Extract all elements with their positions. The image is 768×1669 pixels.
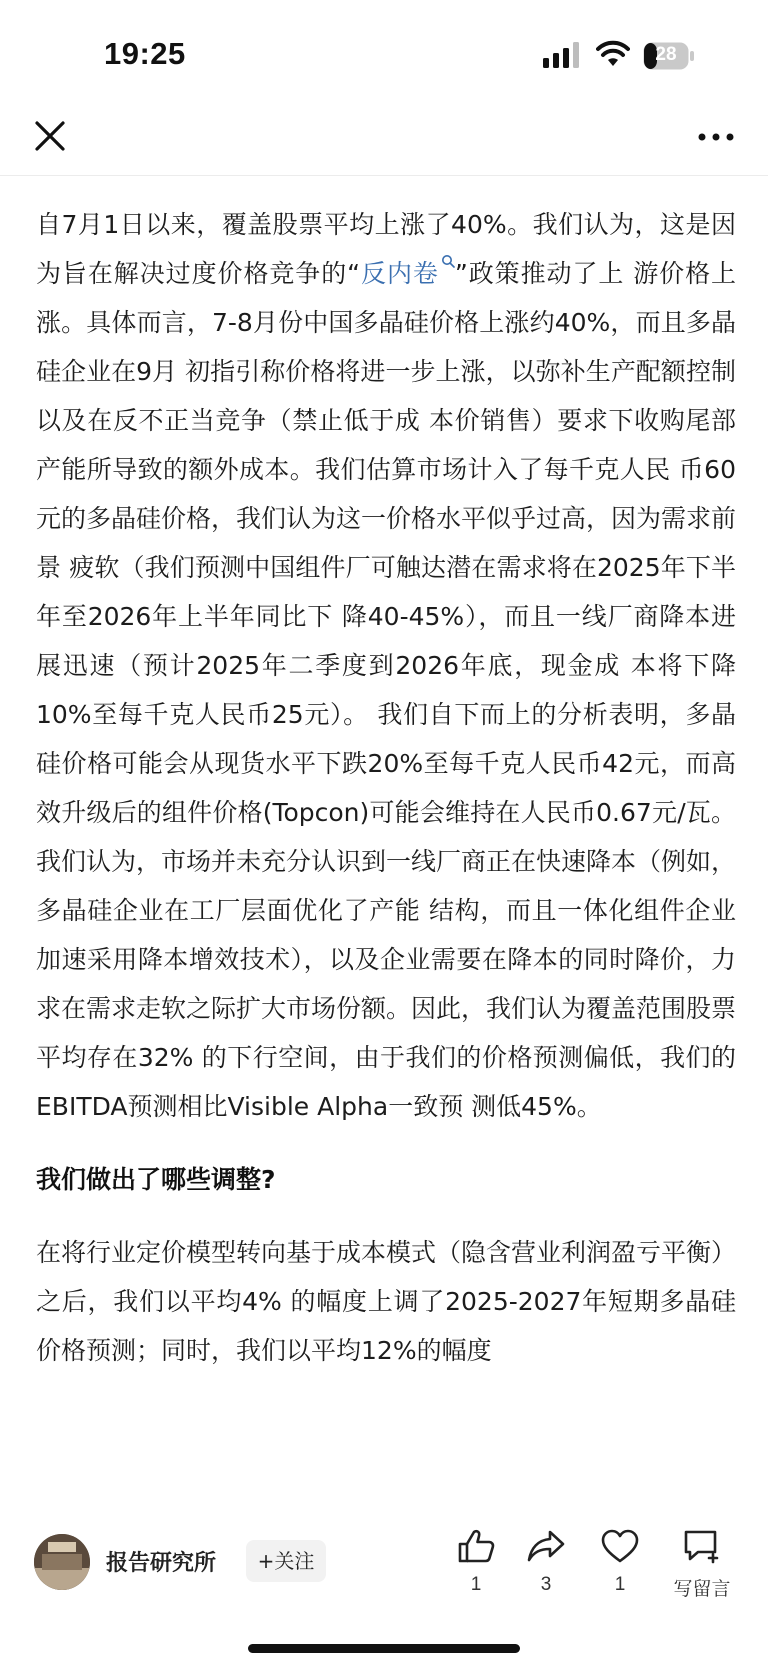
paragraph-text: ”政策推动了上 游价格上涨。具体而言，7-8月份中国多晶硅价格上涨约40%，而且多晶硅企业在9月 初指引称价格将进一步上涨，以弥补生产配额控制以及在反不正当竞争（禁止低于成 本价销售）要求下收购尾部产能所导致的额外成本。我们估算市场计入了每千克人民 币60元的多晶硅价格，我们认为这一价格水平似乎过高，因为需求前景 疲软（我们预测中国组件厂可触达潜在需求将在2025年下半年至2026年上半年同比下 降40-45%），而且一线厂商降本进展迅速（预计2025年二季度到2026年底，现金成 本将下降10%至每千克人民币25元）。 我们自下而上的分析表明，多晶硅价格可能会从现货水平下跌20%至每千克人民币42元，而高效升级后的组件价格(Topcon)可能会维持在人民币0.67元/瓦。我们认为，市场并未充分认识到一线厂商正在快速降本（例如，多晶硅企业在工厂层面优化了产能 结构，而且一体化组件企业加速采用降本增效技术），以及企业需要在降本的同时降价，力求在需求走软之际扩大市场份额。因此，我们认为覆盖范围股票平均存在32% 的下行空间，由于我们的价格预测偏低，我们的EBITDA预测相比Visible Alpha一致预 测低45%。 (36, 259, 736, 1121)
article-body (36, 200, 736, 1510)
author-name[interactable]: 报告研究所 (106, 1551, 217, 1576)
bottom-action-bar (0, 1510, 768, 1669)
search-icon[interactable] (441, 254, 455, 268)
more-icon[interactable] (696, 122, 736, 152)
comment-icon[interactable] (682, 1528, 722, 1564)
article-paragraph (36, 200, 736, 1131)
status-bar (0, 0, 768, 100)
comment-button[interactable] (662, 1528, 742, 1601)
like-count: 1 (470, 1574, 482, 1595)
keyword-link[interactable] (360, 259, 455, 288)
status-time: 19:25 (104, 36, 186, 71)
thumbs-up-icon[interactable] (456, 1528, 496, 1564)
share-button[interactable] (506, 1528, 586, 1596)
follow-button[interactable]: +关注 (246, 1540, 326, 1582)
close-icon[interactable] (32, 118, 68, 154)
share-count: 3 (540, 1574, 552, 1595)
cellular-signal-icon (543, 42, 583, 68)
like-button[interactable] (436, 1528, 516, 1596)
home-indicator[interactable] (248, 1644, 520, 1653)
battery-icon (643, 42, 695, 70)
heart-icon[interactable] (600, 1528, 640, 1564)
battery-level: 28 (655, 44, 677, 65)
avatar[interactable] (34, 1534, 90, 1590)
favorite-button[interactable] (580, 1528, 660, 1596)
nav-bar (0, 100, 768, 176)
comment-label: 写留言 (673, 1579, 731, 1600)
wifi-icon (596, 40, 630, 68)
keyword-link-text[interactable]: 反内卷 (360, 259, 439, 288)
paragraph-text: 自7月1日以来，覆盖股票平均上涨了40%。我们认为，这是因为旨在解决过度价格竞争的“ (36, 210, 736, 288)
favorite-count: 1 (614, 1574, 626, 1595)
article-paragraph: 在将行业定价模型转向基于成本模式（隐含营业利润盈亏平衡）之后，我们以平均4% 的幅度上调了2025-2027年短期多晶硅价格预测；同时，我们以平均12%的幅度 (36, 1238, 736, 1365)
share-icon[interactable] (526, 1528, 566, 1564)
section-heading: 我们做出了哪些调整? (36, 1165, 276, 1194)
